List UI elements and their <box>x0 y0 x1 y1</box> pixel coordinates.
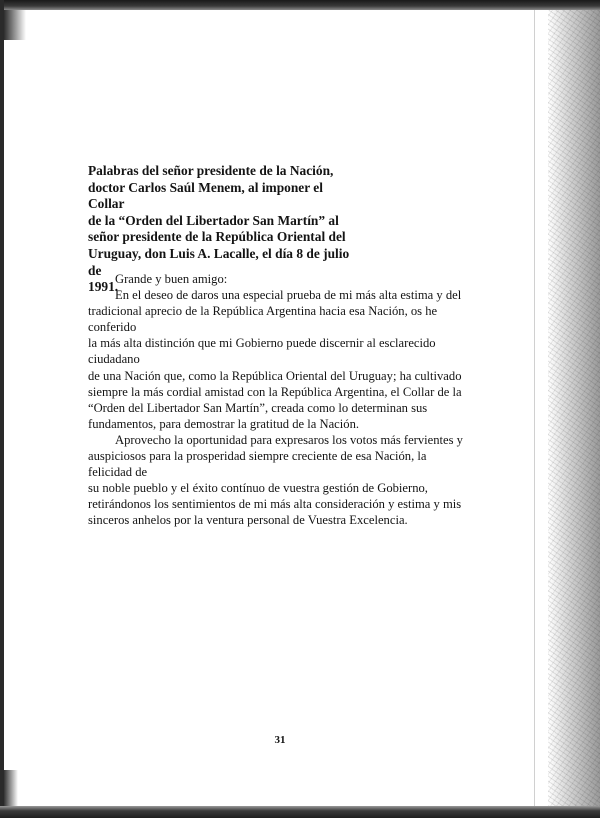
heading-line: de la “Orden del Libertador San Martín” al <box>88 212 339 228</box>
text-line: su noble pueblo y el éxito contínuo de vuestra gestión de Gobierno, <box>88 481 428 496</box>
text-line: tradicional aprecio de la República Argentina hacia esa Nación, os he conferido <box>88 304 438 335</box>
text-line: En el deseo de daros una especial prueba de mi más alta estima y del <box>115 288 462 303</box>
text-line: fundamentos, para demostrar la gratitud de la Nación. <box>88 416 360 431</box>
text-line: la más alta distinción que mi Gobierno puede discernir al esclarecido ciudadano <box>88 336 436 367</box>
paragraph-2 <box>88 432 468 529</box>
paragraph-1 <box>88 287 468 432</box>
page-number: 31 <box>274 734 286 746</box>
text-line: retirándonos los sentimientos de mi más alta consideración y estima y mis <box>88 497 462 512</box>
heading-line: Uruguay, don Luis A. Lacalle, el día 8 de julio de <box>88 245 350 278</box>
text-line: “Orden del Libertador San Martín”, creada como lo determinan sus <box>88 400 428 415</box>
page-fold-line <box>534 10 535 806</box>
heading-line: señor presidente de la República Oriental del <box>88 229 346 245</box>
scan-bottom-edge <box>0 806 600 818</box>
text-line: Aprovecho la oportunidad para expresaros los votos más fervientes y <box>115 432 463 447</box>
heading-line: 1991. <box>88 279 119 295</box>
heading-line: doctor Carlos Saúl Menem, al imponer el Collar <box>88 179 323 212</box>
scan-right-edge-noise <box>548 10 600 806</box>
text-line: sinceros anhelos por la ventura personal de Vuestra Excelencia. <box>88 513 408 528</box>
heading-line: Palabras del señor presidente de la Nación, <box>88 163 334 178</box>
speech-body <box>88 271 468 529</box>
text-line: auspiciosos para la prosperidad siempre creciente de esa Nación, la felicidad de <box>88 449 427 480</box>
scan-top-edge <box>0 0 600 10</box>
scan-left-edge <box>0 0 4 818</box>
text-line: siempre la más cordial amistad con la República Argentina, el Collar de la <box>88 384 462 399</box>
text-line: de una Nación que, como la República Oriental del Uruguay; ha cultivado <box>88 368 462 383</box>
scan-binding-shadow <box>4 10 26 40</box>
scan-binding-shadow-lower <box>4 770 18 810</box>
salutation: Grande y buen amigo: <box>115 272 228 286</box>
